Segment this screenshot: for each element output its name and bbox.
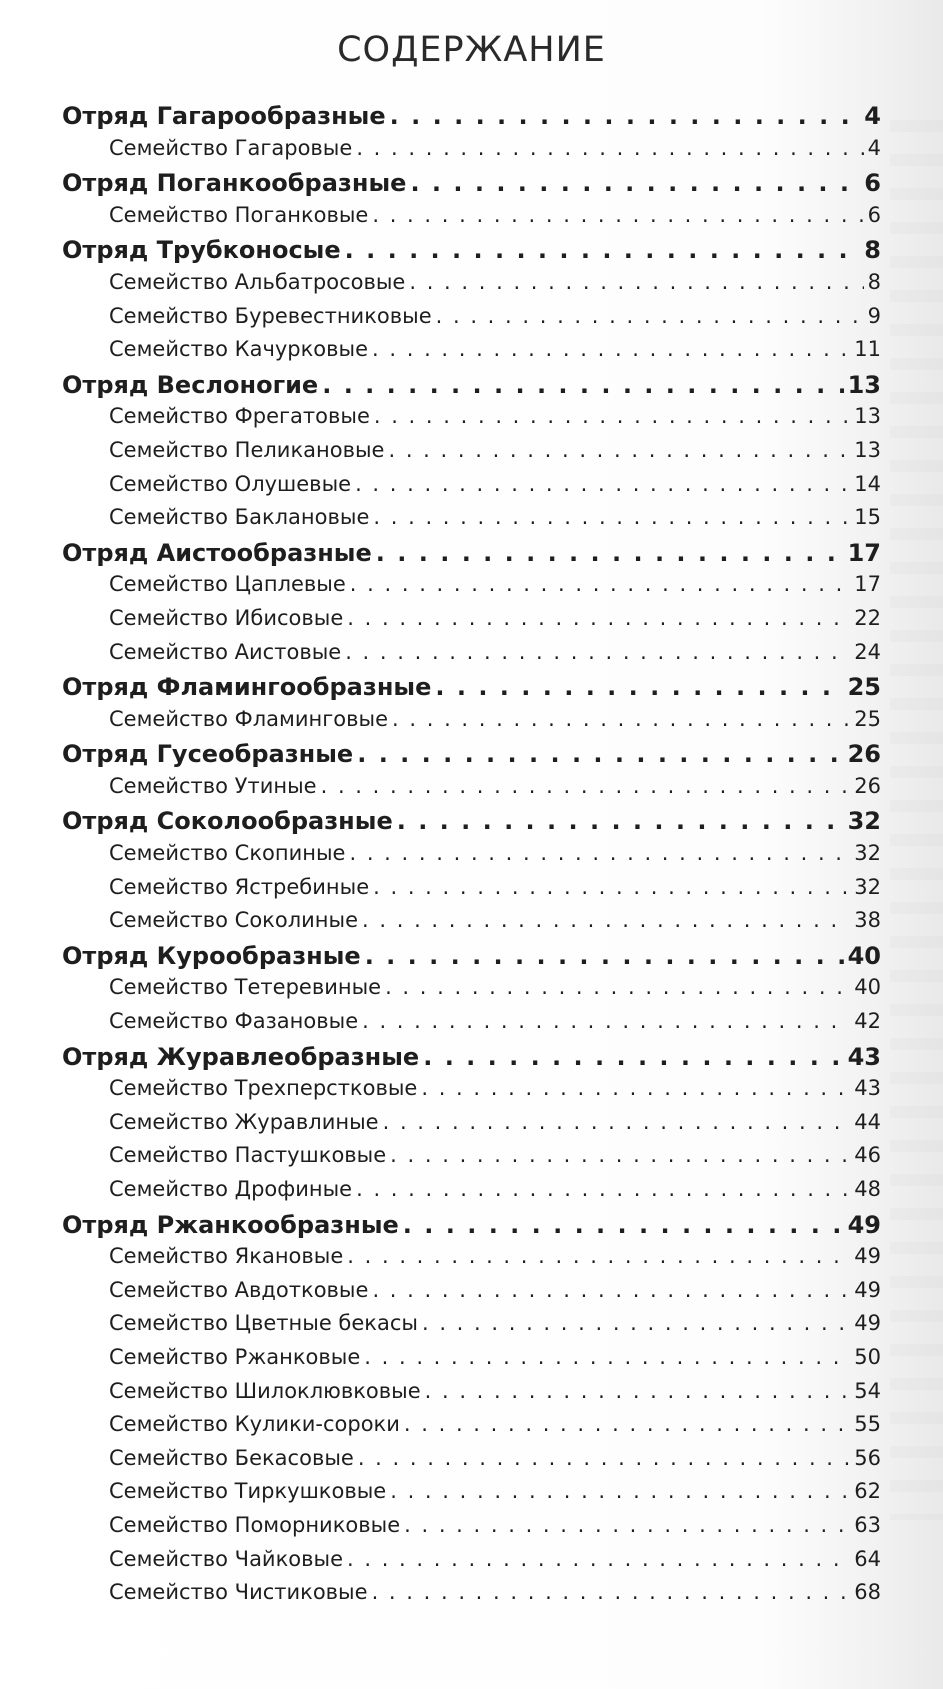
toc-family-entry <box>62 1513 881 1547</box>
toc-entry-label: Семейство Поморниковые <box>109 1512 401 1537</box>
toc-page-number: 9 <box>867 303 881 328</box>
toc-order-entry <box>62 942 881 976</box>
toc-dot-leader <box>372 1278 850 1302</box>
toc-page-number: 11 <box>854 337 881 362</box>
toc-page-number: 6 <box>864 169 881 198</box>
toc-entry-label: Семейство Поганковые <box>109 202 369 227</box>
toc-dot-leader <box>383 1110 851 1134</box>
toc-dot-leader <box>423 1043 843 1071</box>
toc-entry-label: Отряд Трубконосые <box>62 236 341 265</box>
toc-dot-leader <box>347 1244 850 1268</box>
toc-family-entry <box>62 606 881 640</box>
toc-dot-leader <box>372 337 850 361</box>
toc-dot-leader <box>364 1345 850 1369</box>
toc-entry-label: Семейство Буревестниковые <box>109 303 432 328</box>
toc-dot-leader <box>385 975 850 999</box>
toc-family-entry <box>62 505 881 539</box>
toc-page-number: 4 <box>867 135 881 160</box>
toc-page-number: 32 <box>847 807 881 836</box>
toc-page-number: 4 <box>864 102 881 130</box>
toc-page-number: 68 <box>854 1580 881 1605</box>
toc-page-number: 6 <box>867 202 881 227</box>
toc-dot-leader <box>390 102 861 130</box>
toc-entry-label: Семейство Баклановые <box>109 505 370 530</box>
toc-family-entry <box>62 1311 881 1345</box>
toc-page-number: 44 <box>854 1109 881 1134</box>
toc-family-entry <box>62 1379 881 1413</box>
toc-family-entry <box>62 1244 881 1278</box>
toc-dot-leader <box>345 236 861 264</box>
toc-page-number: 43 <box>847 1042 881 1071</box>
toc-dot-leader <box>372 1580 851 1604</box>
toc-order-entry <box>62 1211 881 1245</box>
toc-family-entry <box>62 1580 881 1614</box>
toc-dot-leader <box>356 136 863 160</box>
toc-order-entry <box>62 807 881 841</box>
toc-entry-label: Семейство Аистовые <box>109 639 342 664</box>
toc-entry-label: Семейство Цветные бекасы <box>109 1311 418 1336</box>
toc-page-number: 62 <box>854 1479 881 1504</box>
toc-entry-label: Отряд Гагарообразные <box>62 102 386 130</box>
toc-page-number: 17 <box>854 572 881 597</box>
toc-entry-label: Отряд Фламингообразные <box>62 673 432 702</box>
toc-page-number: 26 <box>854 773 881 798</box>
toc-family-entry <box>62 472 881 506</box>
toc-family-entry <box>62 1143 881 1177</box>
toc-entry-label: Семейство Кулики-сороки <box>109 1412 400 1437</box>
toc-dot-leader <box>425 1379 851 1403</box>
toc-page-number: 42 <box>854 1009 881 1034</box>
toc-family-entry <box>62 640 881 674</box>
toc-entry-label: Семейство Фрегатовые <box>109 404 370 429</box>
toc-dot-leader <box>435 673 843 701</box>
toc-family-entry <box>62 337 881 371</box>
toc-page-number: 13 <box>854 404 881 429</box>
toc-order-entry <box>62 539 881 573</box>
toc-entry-label: Семейство Тетеревиные <box>109 975 382 1000</box>
toc-dot-leader <box>358 1446 850 1470</box>
toc-entry-label: Семейство Дрофиные <box>109 1177 353 1201</box>
toc-dot-leader <box>410 169 860 197</box>
toc-page-number: 54 <box>854 1378 881 1403</box>
toc-page-number: 48 <box>854 1177 881 1201</box>
toc-family-entry <box>62 1345 881 1379</box>
toc-entry-label: Семейство Утиные <box>109 773 317 798</box>
toc-family-entry <box>62 438 881 472</box>
toc-page-number: 50 <box>854 1344 881 1369</box>
toc-page-number: 49 <box>854 1277 881 1302</box>
toc-family-entry <box>62 1076 881 1110</box>
toc-entry-label: Отряд Веслоногие <box>62 370 319 399</box>
toc-family-entry <box>62 1547 881 1581</box>
toc-entry-label: Семейство Тиркушковые <box>109 1479 387 1504</box>
toc-family-entry <box>62 908 881 942</box>
toc-page-number: 24 <box>854 639 881 664</box>
toc-entry-label: Отряд Гусеобразные <box>62 740 354 769</box>
toc-page-number: 32 <box>854 841 881 866</box>
toc-page-number: 40 <box>847 941 881 970</box>
toc-family-entry <box>62 1412 881 1446</box>
toc-entry-label: Отряд Поганкообразные <box>62 169 407 198</box>
toc-family-entry <box>62 841 881 875</box>
toc-entry-label: Семейство Чистиковые <box>109 1580 368 1605</box>
toc-page-number: 46 <box>854 1143 881 1168</box>
toc-page-number: 63 <box>854 1512 881 1537</box>
toc-order-entry <box>62 673 881 707</box>
toc-dot-leader <box>436 304 864 328</box>
toc-page-number: 8 <box>864 236 881 265</box>
toc-dot-leader <box>403 1211 844 1239</box>
toc-family-entry <box>62 304 881 338</box>
toc-dot-leader <box>372 203 863 227</box>
toc-entry-label: Семейство Ибисовые <box>109 605 344 630</box>
toc-page-number: 56 <box>854 1445 881 1470</box>
toc-family-entry <box>62 572 881 606</box>
toc-entry-label: Отряд Соколообразные <box>62 807 393 836</box>
toc-dot-leader <box>388 438 850 462</box>
toc-dot-leader <box>392 707 850 731</box>
toc-page-number: 15 <box>854 505 881 530</box>
toc-entry-label: Семейство Олушевые <box>109 471 352 496</box>
toc-entry-label: Семейство Скопиные <box>109 841 346 866</box>
toc-dot-leader <box>322 371 843 399</box>
toc-dot-leader <box>376 539 844 567</box>
toc-dot-leader <box>355 472 850 496</box>
toc-family-entry <box>62 707 881 741</box>
toc-family-entry <box>62 1110 881 1144</box>
toc-entry-label: Отряд Ржанкообразные <box>62 1210 399 1239</box>
toc-page-number: 13 <box>847 370 881 399</box>
toc-dot-leader <box>390 1143 850 1167</box>
toc-order-entry <box>62 169 881 203</box>
toc-dot-leader <box>374 404 850 428</box>
toc-family-entry <box>62 136 881 170</box>
toc-dot-leader <box>357 740 843 768</box>
toc-entry-label: Семейство Качурковые <box>109 337 369 362</box>
toc-dot-leader <box>404 1412 850 1436</box>
toc-order-entry <box>62 740 881 774</box>
toc-entry-label: Семейство Соколиные <box>109 908 359 933</box>
toc-family-entry <box>62 1177 881 1211</box>
toc-entry-label: Отряд Курообразные <box>62 941 361 970</box>
toc-page-number: 49 <box>847 1210 881 1239</box>
toc-dot-leader <box>404 1513 850 1537</box>
toc-page-number: 55 <box>854 1412 881 1437</box>
toc-dot-leader <box>422 1311 850 1335</box>
toc-entry-label: Семейство Шилоклювковые <box>109 1378 421 1403</box>
page-title: СОДЕРЖАНИЕ <box>337 30 606 70</box>
toc-entry-label: Семейство Гагаровые <box>109 135 353 160</box>
toc-family-entry <box>62 875 881 909</box>
toc-dot-leader <box>347 1547 850 1571</box>
toc-entry-label: Семейство Авдотковые <box>109 1277 369 1302</box>
toc-entry-label: Семейство Фазановые <box>109 1009 359 1034</box>
toc-order-entry <box>62 371 881 405</box>
toc-dot-leader <box>362 1009 850 1033</box>
toc-entry-label: Семейство Цаплевые <box>109 572 346 597</box>
toc-dot-leader <box>362 908 850 932</box>
toc-dot-leader <box>373 505 850 529</box>
toc-dot-leader <box>421 1076 850 1100</box>
toc-dot-leader <box>356 1177 850 1201</box>
toc-page-number: 32 <box>854 874 881 899</box>
toc-entry-label: Семейство Ржанковые <box>109 1344 361 1369</box>
toc-entry-label: Семейство Альбатросовые <box>109 269 406 294</box>
table-of-contents <box>62 102 881 1614</box>
toc-page-number: 17 <box>847 538 881 567</box>
toc-family-entry <box>62 1009 881 1043</box>
toc-page-number: 25 <box>854 706 881 731</box>
toc-page-number: 22 <box>854 605 881 630</box>
toc-page-number: 8 <box>867 269 881 294</box>
toc-entry-label: Отряд Аистообразные <box>62 538 372 567</box>
toc-entry-label: Семейство Журавлиные <box>109 1109 379 1134</box>
toc-page-number: 26 <box>847 740 881 769</box>
toc-entry-label: Семейство Якановые <box>109 1244 344 1269</box>
toc-entry-label: Семейство Ястребиные <box>109 874 370 899</box>
toc-dot-leader <box>390 1479 850 1503</box>
toc-entry-label: Семейство Пастушковые <box>109 1143 387 1168</box>
toc-page-number: 13 <box>854 437 881 462</box>
toc-family-entry <box>62 1278 881 1312</box>
toc-entry-label: Семейство Бекасовые <box>109 1445 354 1470</box>
toc-dot-leader <box>349 841 850 865</box>
toc-page-number: 43 <box>854 1076 881 1101</box>
toc-order-entry <box>62 1043 881 1077</box>
toc-entry-label: Семейство Пеликановые <box>109 437 385 462</box>
toc-entry-label: Отряд Журавлеобразные <box>62 1042 420 1071</box>
toc-order-entry <box>62 236 881 270</box>
toc-dot-leader <box>365 942 844 970</box>
toc-page-number: 40 <box>854 975 881 1000</box>
toc-dot-leader <box>345 640 850 664</box>
toc-page-number: 49 <box>854 1244 881 1269</box>
toc-dot-leader <box>350 572 850 596</box>
toc-entry-label: Семейство Трехперстковые <box>109 1076 418 1101</box>
toc-dot-leader <box>321 774 851 798</box>
toc-family-entry <box>62 774 881 808</box>
show-through-text <box>890 120 943 1520</box>
toc-page-number: 64 <box>854 1546 881 1571</box>
toc-entry-label: Семейство Чайковые <box>109 1546 343 1571</box>
toc-family-entry <box>62 404 881 438</box>
toc-family-entry <box>62 975 881 1009</box>
toc-order-entry <box>62 102 881 136</box>
toc-family-entry <box>62 1446 881 1480</box>
toc-family-entry <box>62 270 881 304</box>
toc-family-entry <box>62 203 881 237</box>
toc-dot-leader <box>347 606 850 630</box>
toc-family-entry <box>62 1479 881 1513</box>
toc-page-number: 49 <box>854 1311 881 1336</box>
toc-page-number: 25 <box>847 673 881 702</box>
toc-dot-leader <box>409 270 863 294</box>
toc-dot-leader <box>397 807 844 835</box>
toc-dot-leader <box>373 875 850 899</box>
toc-page-number: 14 <box>854 471 881 496</box>
toc-page-number: 38 <box>854 908 881 933</box>
toc-entry-label: Семейство Фламинговые <box>109 706 389 731</box>
